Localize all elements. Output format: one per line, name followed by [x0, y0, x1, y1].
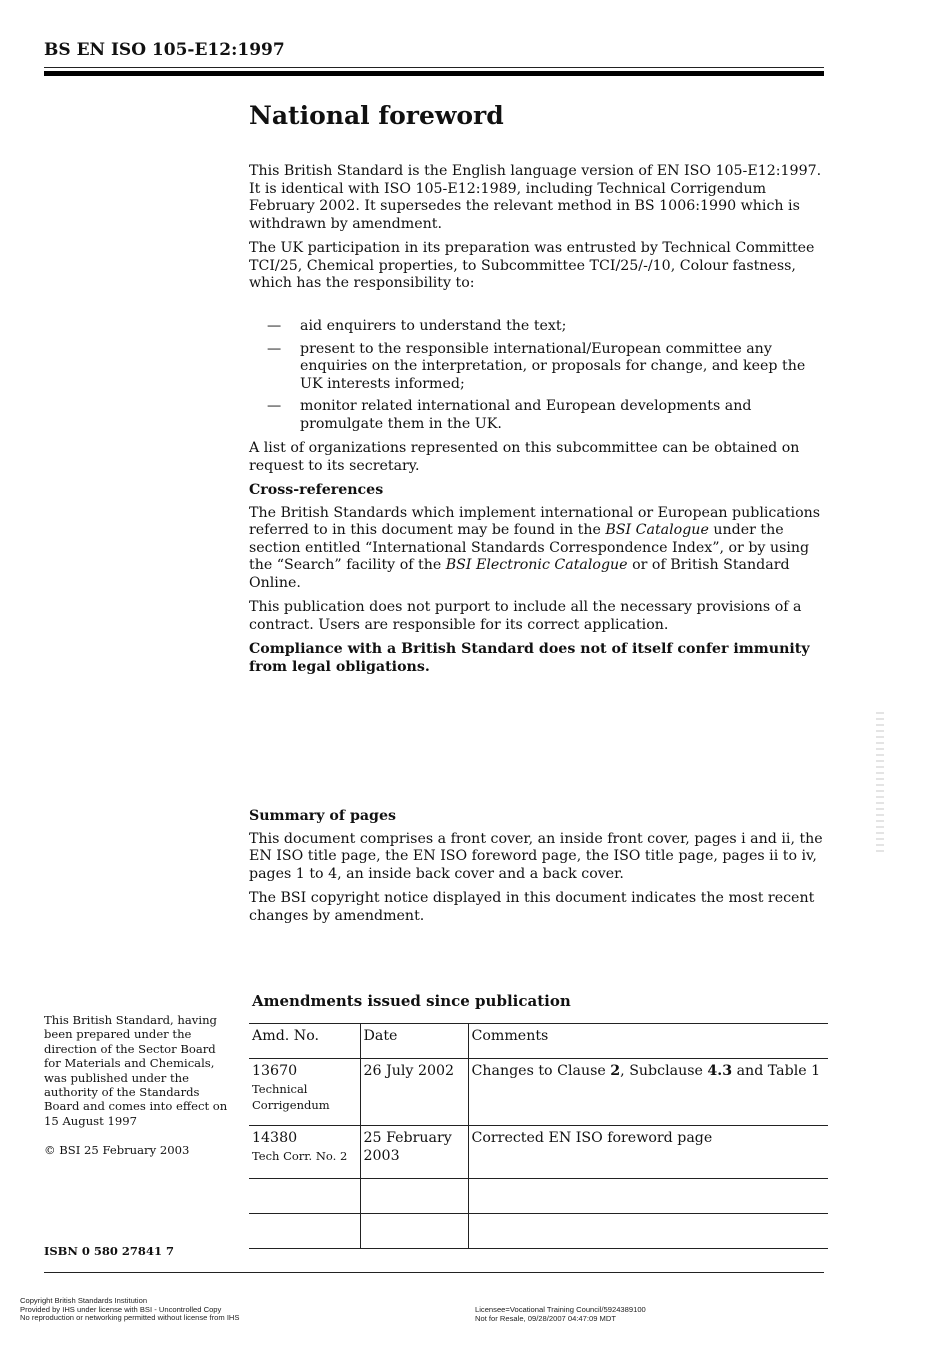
empty-cell: [360, 1214, 468, 1249]
foreword-body: [249, 163, 827, 300]
text-run: and Table 1: [732, 1063, 821, 1079]
publication-statement: [44, 1013, 234, 1158]
intro-paragraph-1: This British Standard is the English language version of EN ISO 105-E12:1997. It is identical with ISO 105-E12:1989, including Technical Corrigendum February 2002. It supersedes the relevant method in BS 1006:1990 which is withdrawn by amendment.: [249, 163, 822, 232]
text-run: , Subclause: [620, 1063, 708, 1079]
header-rule-thin: [44, 67, 824, 68]
list-item: [249, 341, 827, 394]
text-run: The British Standards which implement international or European publications referred to in this document may be found in the: [249, 504, 821, 538]
amd-cell: [249, 1059, 360, 1126]
list-item-text: aid enquirers to understand the text;: [300, 318, 567, 334]
bsi-electronic-catalogue-title: BSI Electronic Catalogue: [445, 557, 628, 573]
intro-paragraph-2: The UK participation in its preparation was entrusted by Technical Committee TCI/25, Chemical properties, to Subcommittee TCI/25/-/10, Colour fastness, which has the responsibility to:: [249, 240, 815, 291]
header-amd-no: Amd. No.: [249, 1024, 360, 1059]
header-rule-thick: [44, 71, 824, 76]
amd-note: Technical Corrigendum: [252, 1081, 330, 1112]
header-date: Date: [360, 1024, 468, 1059]
footer-restriction: No reproduction or networking permitted without license from IHS: [20, 1313, 240, 1323]
summary-heading: Summary of pages: [249, 808, 396, 824]
watermark: [876, 712, 884, 852]
text-run: or of British Standard Online.: [249, 557, 790, 591]
date-cell: 25 February 2003: [360, 1126, 468, 1179]
bsi-catalogue-title: BSI Catalogue: [605, 522, 709, 538]
footer-rule: [44, 1272, 824, 1273]
amd-cell: [249, 1126, 360, 1179]
footer-right: [475, 1306, 646, 1323]
dash-marker: —: [267, 318, 282, 334]
dash-marker: —: [267, 398, 282, 414]
cross-references-heading: Cross-references: [249, 482, 384, 498]
summary-section: [249, 808, 827, 932]
footer-left: [20, 1297, 239, 1323]
cross-references-paragraph: [249, 505, 827, 593]
copyright-notice: © BSI 25 February 2003: [44, 1143, 190, 1158]
list-item-text: present to the responsible international/European committee any enquiries on the interpretation, or proposals for change, and keep the UK interests informed;: [300, 340, 806, 392]
empty-cell: [249, 1179, 360, 1214]
compliance-statement: Compliance with a British Standard does not of itself confer immunity from legal obligations.: [249, 641, 810, 675]
clause-ref: 2: [610, 1063, 621, 1079]
text-run: under the section entitled “International Standards Correspondence Index”, or by using the “Search” facility of the: [249, 522, 810, 573]
empty-cell: [468, 1214, 828, 1249]
footer-copyright: Copyright British Standards Institution: [20, 1296, 148, 1305]
list-note: A list of organizations represented on this subcommittee can be obtained on request to its secretary.: [249, 440, 800, 474]
date-cell: 26 July 2002: [360, 1059, 468, 1126]
comments-cell: [468, 1059, 828, 1126]
amendments-table: [249, 1023, 828, 1249]
amd-number: 13670: [252, 1063, 298, 1079]
header-comments: Comments: [468, 1024, 828, 1059]
footer-license: Provided by IHS under license with BSI - Uncontrolled Copy: [20, 1304, 222, 1314]
summary-paragraph-2: The BSI copyright notice displayed in this document indicates the most recent changes by amendment.: [249, 890, 815, 924]
statement-text: This British Standard, having been prepared under the direction of the Sector Board for Materials and Chemicals, was published under the authority of the Standards Board and comes into effect on: [44, 1013, 228, 1114]
amd-note: Tech Corr. No. 2: [252, 1148, 348, 1163]
dash-marker: —: [267, 340, 282, 357]
footer-resale: Not for Resale, 09/28/2007 04:47:09 MDT: [475, 1313, 616, 1323]
isbn: ISBN 0 580 27841 7: [44, 1244, 174, 1258]
effective-date: 15 August 1997: [44, 1113, 137, 1128]
amendments-title: Amendments issued since publication: [252, 992, 571, 1010]
empty-cell: [249, 1214, 360, 1249]
comments-cell: Corrected EN ISO foreword page: [468, 1126, 828, 1179]
responsibility-list: [249, 318, 827, 683]
subclause-ref: 4.3: [707, 1063, 733, 1079]
table-header-row: [249, 1024, 828, 1059]
empty-cell: [468, 1179, 828, 1214]
table-row-empty: [249, 1214, 828, 1249]
page-title: National foreword: [249, 101, 504, 130]
list-item: [249, 398, 827, 433]
summary-paragraph-1: This document comprises a front cover, an inside front cover, pages i and ii, the EN ISO title page, the EN ISO foreword page, the ISO title page, pages ii to iv, pages 1 to 4, an inside back cover and a back cover.: [249, 830, 823, 882]
standard-code: BS EN ISO 105-E12:1997: [44, 40, 285, 60]
footer-licensee: Licensee=Vocational Training Council/5924389100: [475, 1305, 646, 1314]
text-run: Changes to Clause: [471, 1063, 611, 1079]
table-row-empty: [249, 1179, 828, 1214]
list-item: [249, 318, 827, 336]
table-row: [249, 1059, 828, 1126]
list-item-text: monitor related international and European developments and promulgate them in the UK.: [300, 398, 752, 432]
table-row: [249, 1126, 828, 1179]
empty-cell: [360, 1179, 468, 1214]
provisions-paragraph: This publication does not purport to include all the necessary provisions of a contract. Users are responsible for its correct application.: [249, 599, 802, 633]
amd-number: 14380: [252, 1130, 298, 1146]
